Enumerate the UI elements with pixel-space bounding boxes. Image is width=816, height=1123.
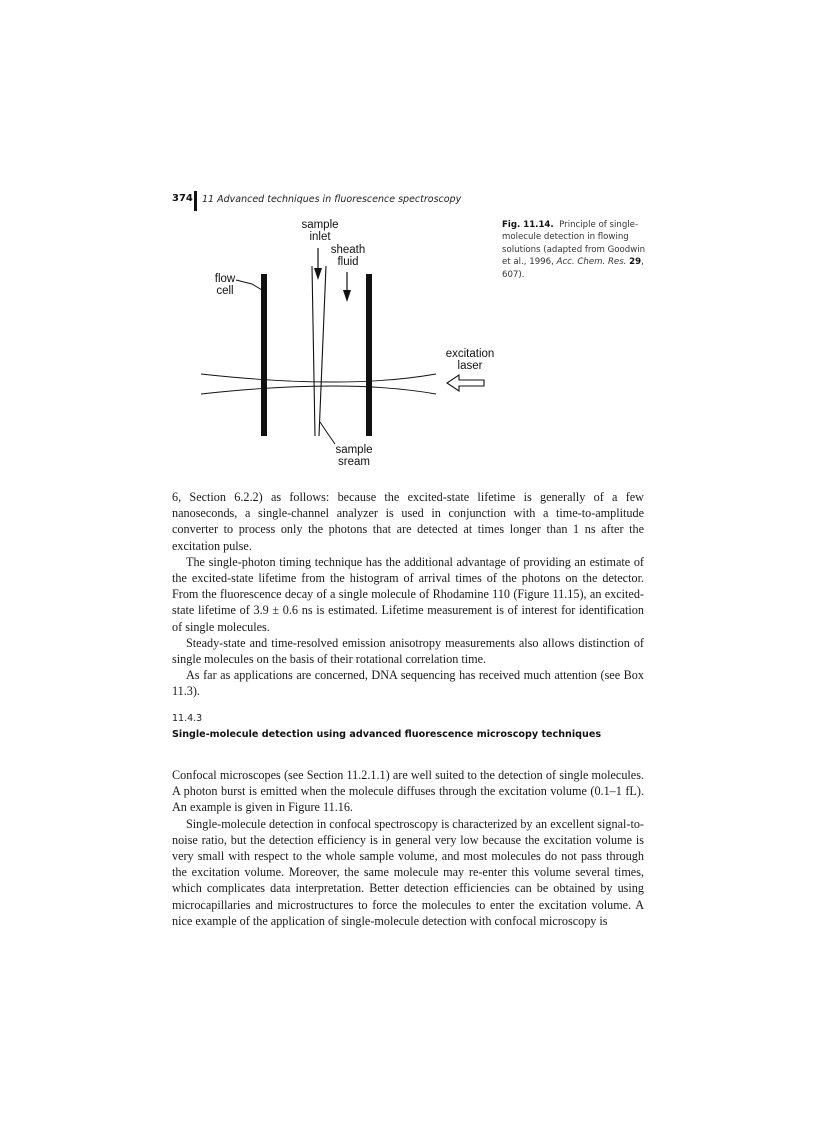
figure-caption: [502, 219, 652, 281]
sample-stream-line: [312, 266, 315, 436]
sheath-arrowhead: [343, 290, 351, 302]
body-text-upper: [172, 489, 644, 700]
flow-cell-left-wall: [261, 274, 267, 436]
paragraph: As far as applications are concerned, DNA sequencing has received much attention (see Box 11.3).: [172, 668, 644, 699]
flow-cell-right-wall: [366, 274, 372, 436]
laser-beam-upper: [201, 374, 436, 382]
running-head: 11 Advanced techniques in fluorescence spectroscopy: [202, 194, 462, 205]
paragraph: Single-molecule detection in confocal spectroscopy is characterized by an excellent signal-to-noise ratio, but the detection efficiency is in general very low because the excitation volume is very small with respect to the whole sample volume, and most molecules do not pass through the excitation volume. Moreover, the same molecule may re-enter this volume several times, which complicates data interpretation. Better detection efficiencies can be obtained by using microcapillaries and microstructures to force the molecules to enter the excitation volume. A nice example of the application of single-molecule detection with confocal microscopy is: [172, 816, 644, 928]
page-number: 374: [172, 193, 193, 204]
laser-direction-arrow: [447, 375, 484, 391]
label-sample-inlet: sample inlet: [301, 219, 339, 243]
figure-flow-cell-diagram: [196, 214, 502, 476]
section-title: Single-molecule detection using advanced fluorescence microscopy techniques: [172, 729, 602, 740]
paragraph: Steady-state and time-resolved emission anisotropy measurements also allows distinction of single molecules on the basis of their rotational correlation time.: [172, 635, 644, 667]
caption-text: Principle of single-molecule detection in flowing solutions (adapted from Goodwin et al., 1996,: [502, 220, 646, 268]
caption-volume: 29: [629, 257, 642, 268]
label-flow-cell: flow cell: [214, 273, 236, 297]
caption-label: Fig. 11.14.: [502, 220, 554, 230]
inlet-arrowhead: [314, 268, 322, 280]
sample-stream-pointer: [320, 422, 335, 444]
laser-beam-lower: [201, 386, 436, 394]
paragraph: 6, Section 6.2.2) as follows: because the excited-state lifetime is generally of a few nanoseconds, a single-channel analyzer is used in conjunction with a time-to-amplitude converter to process only the photons that are detected at times longer than 1 ns after the excitation pulse.: [172, 490, 644, 553]
caption-journal: Acc. Chem. Res.: [556, 257, 627, 268]
paragraph: The single-photon timing technique has the additional advantage of providing an estimate of the excited-state lifetime from the histogram of arrival times of the photons on the detector. From the fluorescence decay of a single molecule of Rhodamine 110 (Figure 11.15), an excited-state lifetime of 3.9 ± 0.6 ns is estimated. Lifetime measurement is of interest for identification of single molecules.: [172, 554, 644, 634]
paragraph: Confocal microscopes (see Section 11.2.1.1) are well suited to the detection of single molecules. A photon burst is emitted when the molecule diffuses through the excitation volume (0.1–1 fL). An example is given in Figure 11.16.: [172, 768, 644, 815]
label-excitation-laser: excitation laser: [445, 348, 495, 372]
caption-text-end: , 607).: [502, 257, 644, 280]
sample-stream-line: [319, 266, 326, 436]
label-sheath-fluid: sheath fluid: [330, 244, 366, 268]
header-rule: [194, 191, 197, 211]
body-text-lower: [172, 767, 644, 929]
label-sample-stream: sample sream: [335, 444, 373, 468]
section-number: 11.4.3: [172, 713, 203, 724]
